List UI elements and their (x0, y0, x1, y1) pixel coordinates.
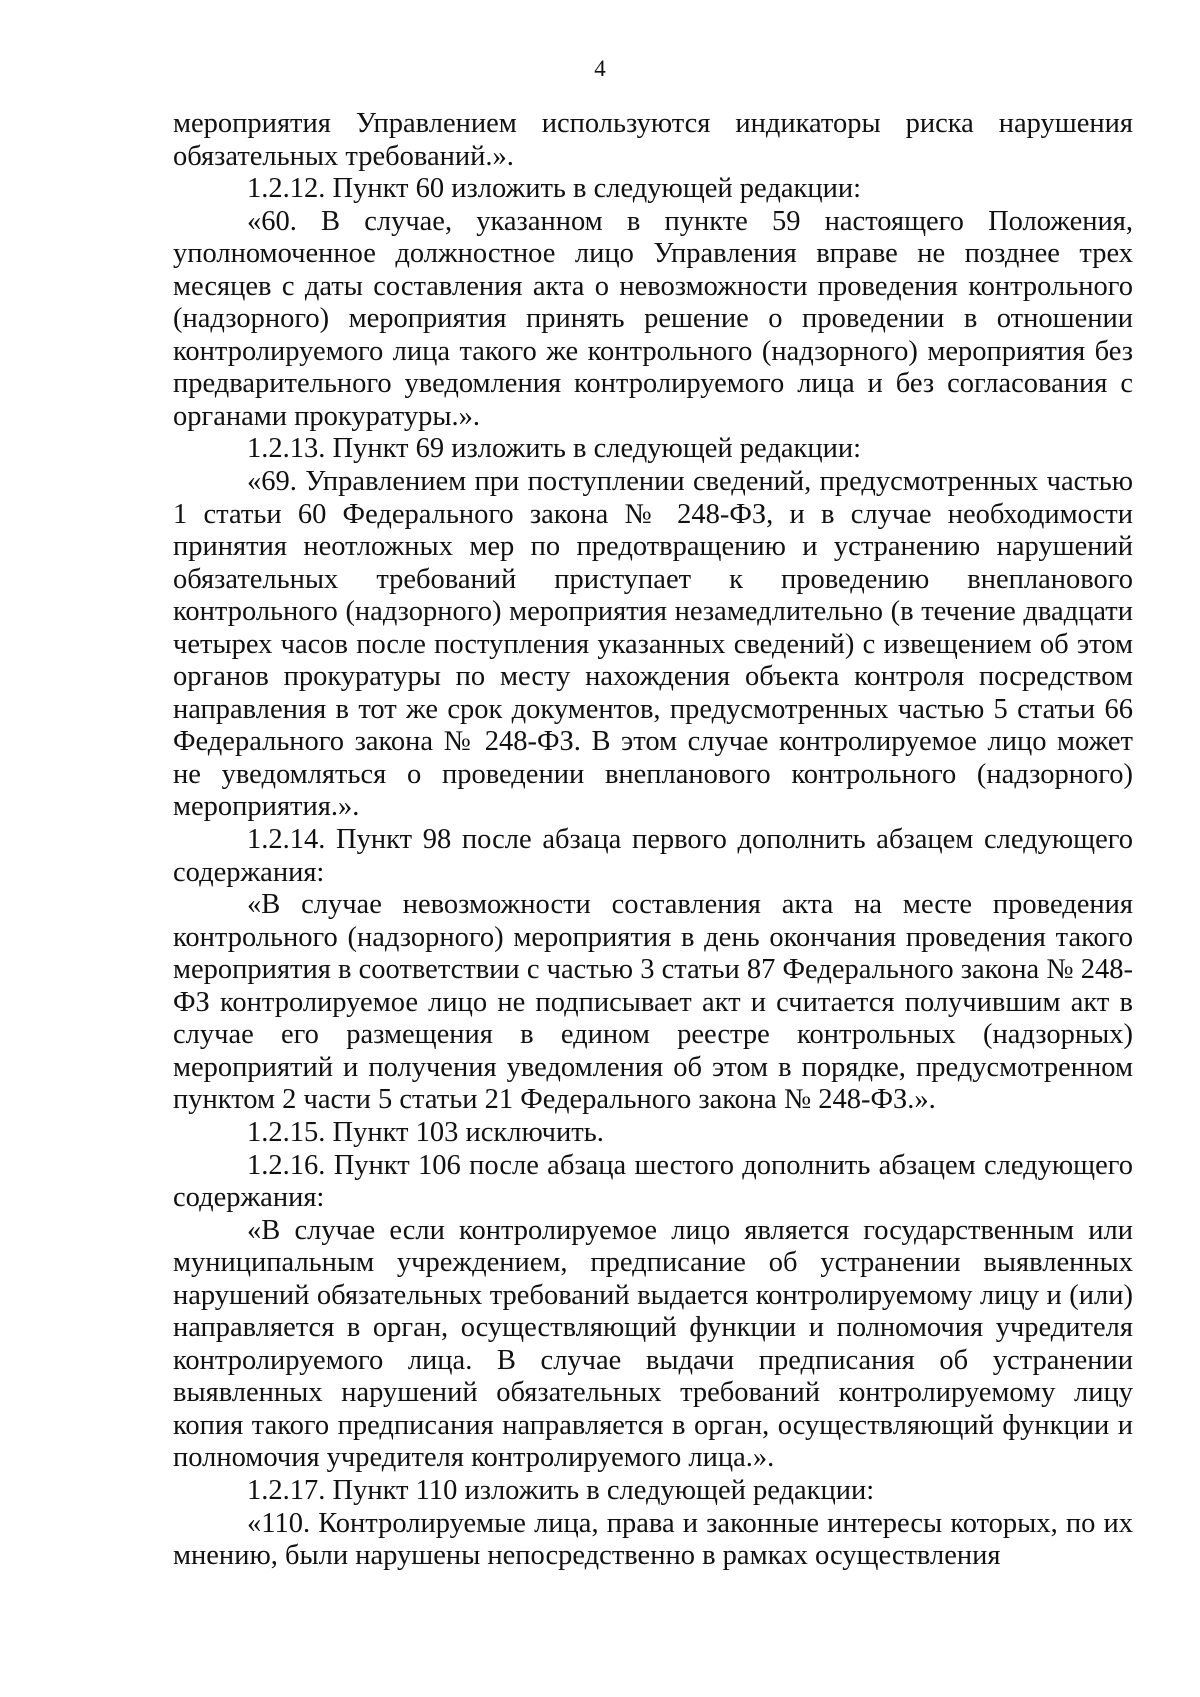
page-number: 4 (594, 56, 606, 81)
paragraph: 1.2.14. Пункт 98 после абзаца первого дополнить абзацем следующего содержания: (173, 824, 1133, 888)
paragraph: 1.2.17. Пункт 110 изложить в следующей редакции: (247, 1474, 875, 1506)
paragraph: 1.2.13. Пункт 69 изложить в следующей редакции: (247, 433, 861, 465)
paragraph: мероприятия Управлением используются индикаторы риска нарушения обязательных требований.». (173, 108, 1133, 172)
paragraph: «60. В случае, указанном в пункте 59 настоящего Положения, уполномоченное должностное лицо Управления вправе не позднее трех месяцев с даты составления акта о невозможности проведения контрольного (надзорного) мероприятия принять решение о проведении в отношении контролируемого лица такого же контрольного (надзорного) мероприятия без предварительного уведомления контролируемого лица и без согласования с органами прокуратуры.». (173, 205, 1133, 432)
document-body (173, 108, 1133, 1573)
paragraph: 1.2.16. Пункт 106 после абзаца шестого дополнить абзацем следующего содержания: (173, 1149, 1133, 1214)
paragraph: «В случае невозможности составления акта на месте проведения контрольного (надзорного) мероприятия в день окончания проведения такого мероприятия в соответствии с частью 3 статьи 87 Федерального закона № 248-ФЗ контролируемое лицо не подписывает акт и считается получившим акт в случае его размещения в едином реестре контрольных (надзорных) мероприятий и получения уведомления об этом в порядке, предусмотренном пунктом 2 части 5 статьи 21 Федерального закона № 248-ФЗ.». (173, 889, 1133, 1116)
paragraph: 1.2.15. Пункт 103 исключить. (247, 1116, 604, 1148)
paragraph: «110. Контролируемые лица, права и законные интересы которых, по их мнению, были нарушены непосредственно в рамках осуществления (173, 1507, 1133, 1572)
paragraph: 1.2.12. Пункт 60 изложить в следующей редакции: (247, 173, 861, 205)
paragraph: «В случае если контролируемое лицо является государственным или муниципальным учреждением, предписание об устранении выявленных нарушений обязательных требований выдается контролируемому лицу и (или) направляется в орган, осуществляющий функции и полномочия учредителя контролируемого лица. В случае выдачи предписания об устранении выявленных нарушений обязательных требований контролируемому лицу копия такого предписания направляется в орган, осуществляющий функции и полномочия учредителя контролируемого лица.». (173, 1214, 1133, 1474)
paragraph: «69. Управлением при поступлении сведений, предусмотренных частью 1 статьи 60 Федерального закона № 248-ФЗ, и в случае необходимости принятия неотложных мер по предотвращению и устранению нарушений обязательных требований приступает к проведению внепланового контрольного (надзорного) мероприятия незамедлительно (в течение двадцати четырех часов после поступления указанных сведений) с извещением об этом органов прокуратуры по месту нахождения объекта контроля посредством направления в тот же срок документов, предусмотренных частью 5 статьи 66 Федерального закона № 248-ФЗ. В этом случае контролируемое лицо может не уведомляться о проведении внепланового контрольного (надзорного) мероприятия.». (173, 466, 1133, 823)
